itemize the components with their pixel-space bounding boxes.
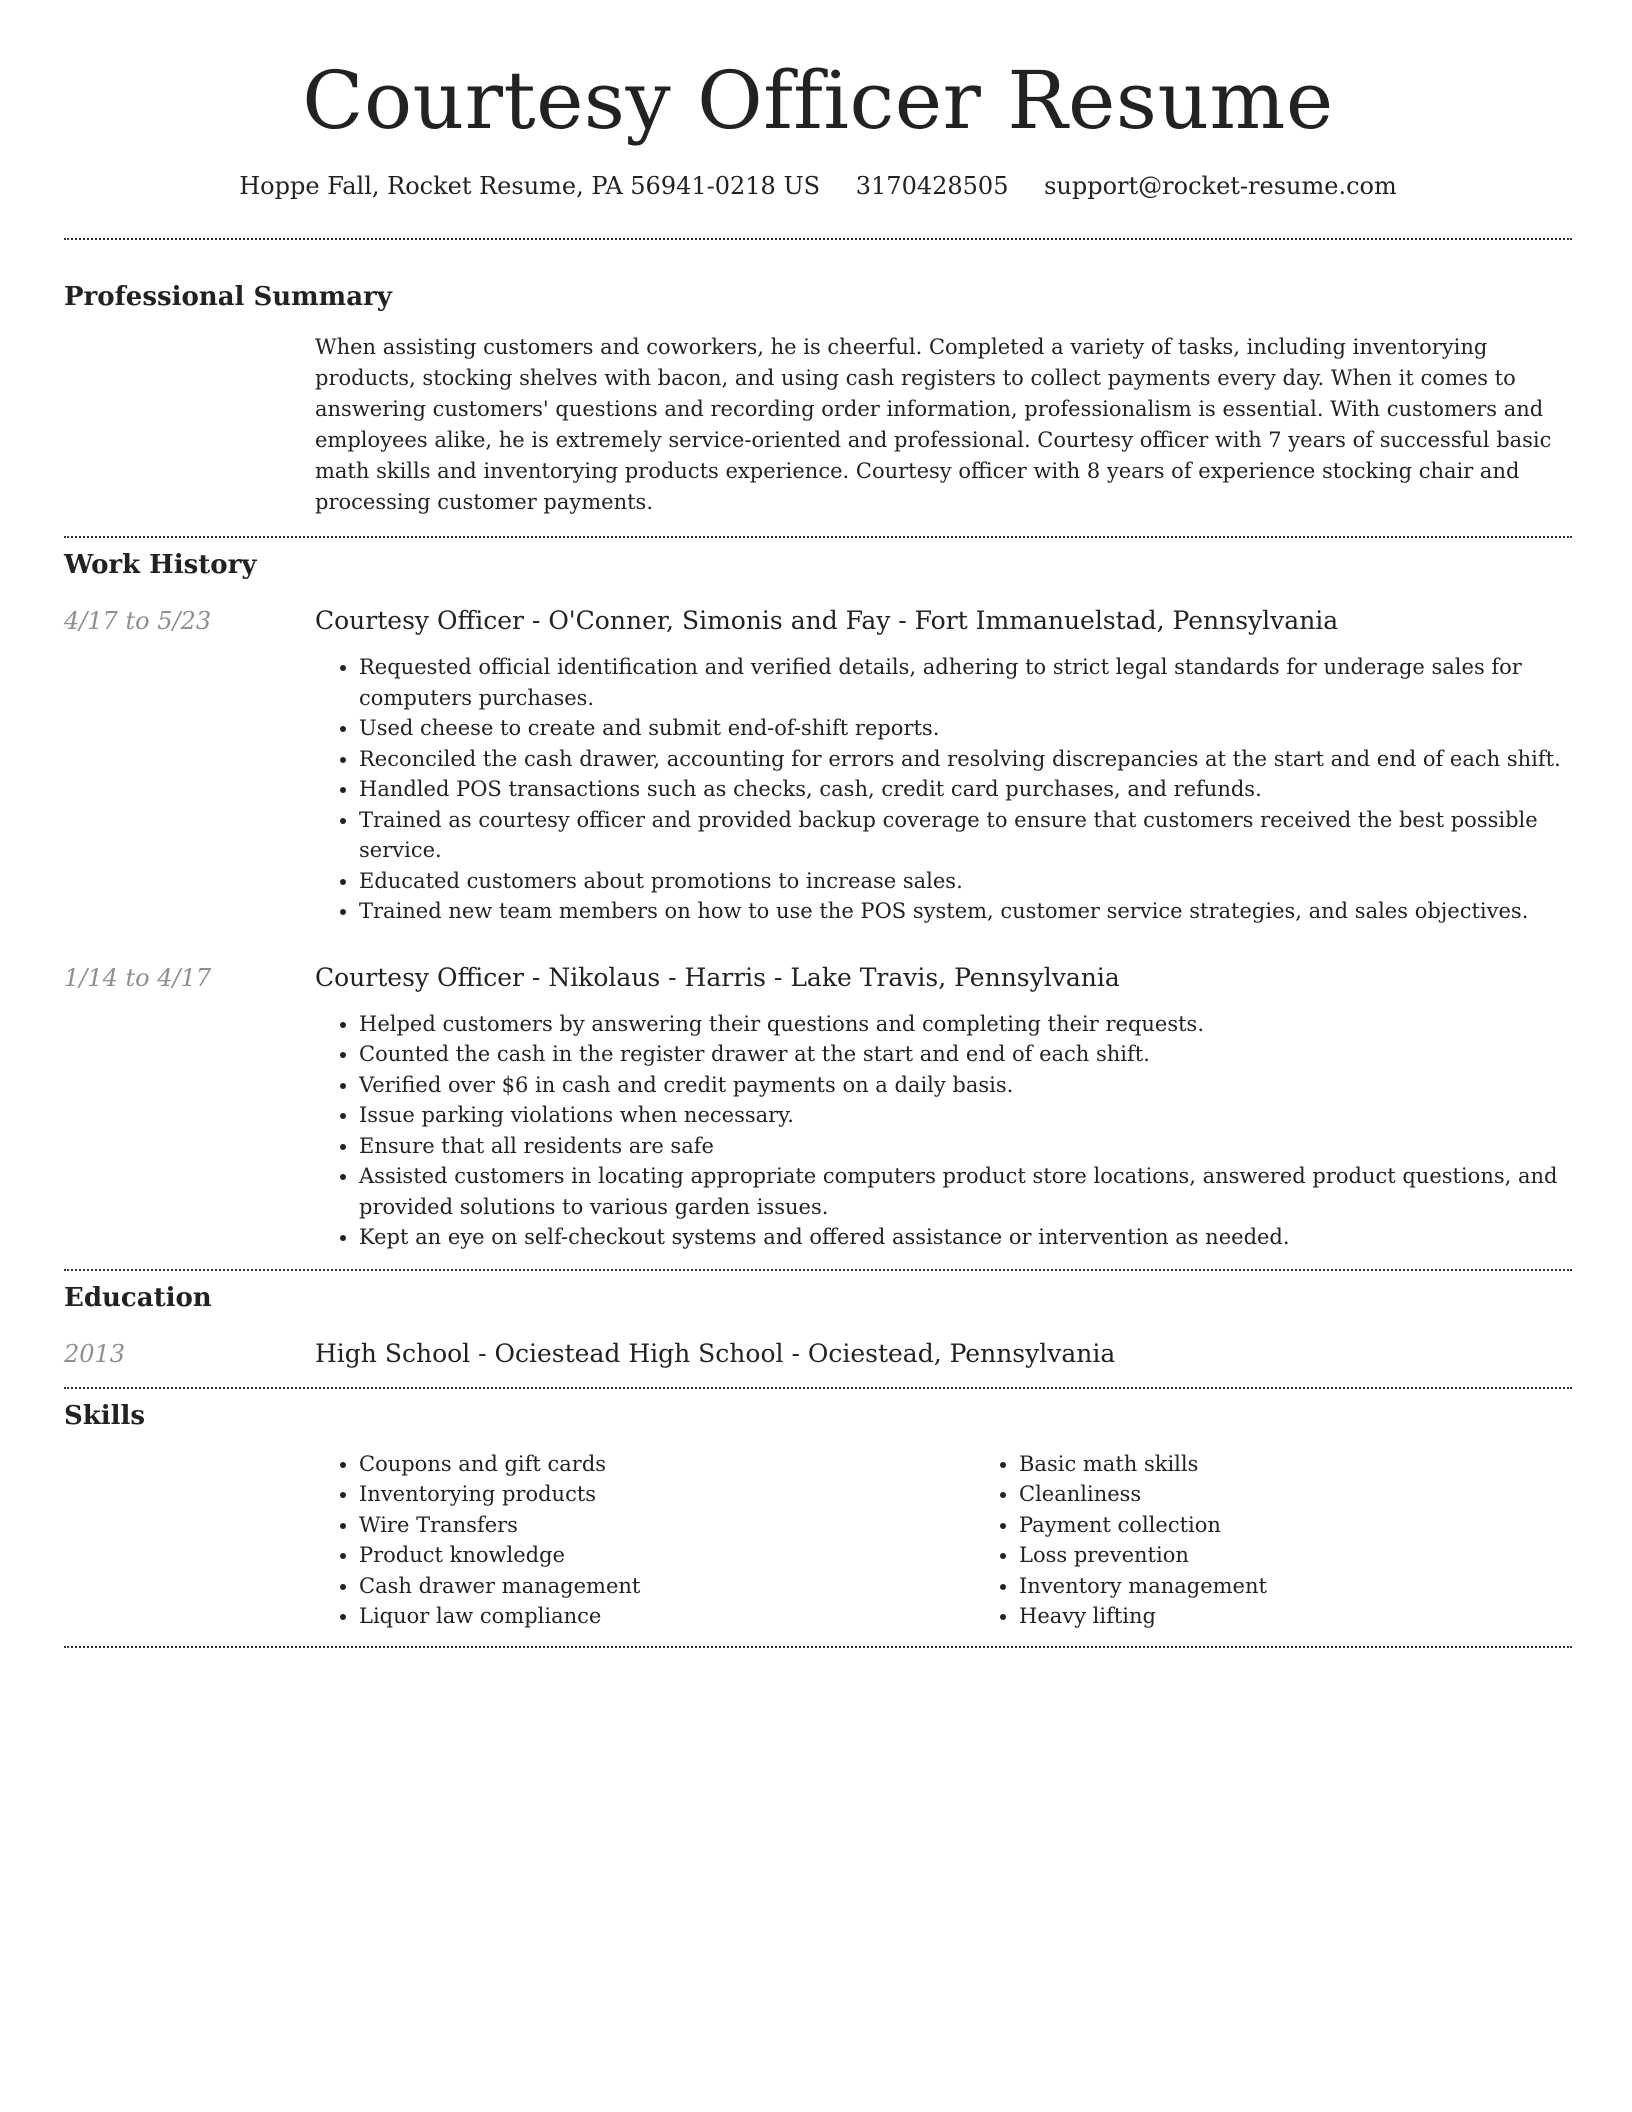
list-item: • Assisted customers in locating appropriate computers product store locations, answered product questions, and provided solutions to various garden issues. xyxy=(359,1161,1572,1222)
contact-line xyxy=(64,170,1572,202)
skills-list-right xyxy=(975,1449,1632,1632)
contact-phone: 3170428505 xyxy=(855,172,1009,200)
skill-item: • Payment collection xyxy=(1019,1510,1632,1541)
job-dates: 1/14 to 4/17 xyxy=(64,963,212,992)
skill-item: • Liquor law compliance xyxy=(359,1601,975,1632)
list-item: • Verified over $6 in cash and credit payments on a daily basis. xyxy=(359,1070,1572,1101)
list-item: • Counted the cash in the register drawer at the start and end of each shift. xyxy=(359,1039,1572,1070)
job-dates: 4/17 to 5/23 xyxy=(64,607,212,635)
education-entry xyxy=(64,1337,1572,1371)
job-bullets xyxy=(315,652,1572,927)
list-item: • Used cheese to create and submit end-of-shift reports. xyxy=(359,713,1572,744)
skill-item: • Coupons and gift cards xyxy=(359,1449,975,1480)
skill-item: • Basic math skills xyxy=(1019,1449,1632,1480)
section-heading-education: Education xyxy=(64,1282,212,1313)
job-entry xyxy=(64,604,1572,927)
list-item: • Kept an eye on self-checkout systems and offered assistance or intervention as needed. xyxy=(359,1222,1572,1253)
list-item: • Reconciled the cash drawer, accounting for errors and resolving discrepancies at the start and end of each shift. xyxy=(359,744,1572,775)
education-year: 2013 xyxy=(64,1339,126,1368)
education-title: High School - Ociestead High School - Ociestead, Pennsylvania xyxy=(315,1338,1116,1368)
section-heading-skills: Skills xyxy=(64,1400,146,1431)
section-heading-summary: Professional Summary xyxy=(64,282,392,312)
section-heading-work-history: Work History xyxy=(64,550,257,580)
skill-item: • Inventorying products xyxy=(359,1479,975,1510)
skills-list-left xyxy=(315,1449,975,1632)
list-item: • Trained as courtesy officer and provided backup coverage to ensure that customers received the best possible service. xyxy=(359,805,1572,866)
job-entry xyxy=(64,961,1572,1253)
job-title: Courtesy Officer - Nikolaus - Harris - Lake Travis, Pennsylvania xyxy=(315,962,1120,992)
list-item: • Educated customers about promotions to increase sales. xyxy=(359,866,1572,897)
list-item: • Requested official identification and verified details, adhering to strict legal standards for underage sales for computers purchases. xyxy=(359,652,1572,713)
summary-text: When assisting customers and coworkers, he is cheerful. Completed a variety of tasks, including inventorying products, stocking shelves with bacon, and using cash registers to collect payments every day. When it comes to answering customers' questions and recording order information, professionalism is essential. With customers and employees alike, he is extremely service-oriented and professional. Courtesy officer with 7 years of successful basic math skills and inventorying products experience. Courtesy officer with 8 years of experience stocking chair and processing customer payments. xyxy=(315,335,1552,514)
skill-item: • Cash drawer management xyxy=(359,1571,975,1602)
skill-item: • Product knowledge xyxy=(359,1540,975,1571)
resume-page xyxy=(64,0,1572,1648)
education-section xyxy=(64,1271,1572,1371)
summary-section xyxy=(64,240,1572,518)
work-history-section xyxy=(64,538,1572,1253)
job-title: Courtesy Officer - O'Conner, Simonis and Fay - Fort Immanuelstad, Pennsylvania xyxy=(315,606,1339,635)
list-item: • Helped customers by answering their questions and completing their requests. xyxy=(359,1009,1572,1040)
contact-email: support@rocket-resume.com xyxy=(1044,172,1397,200)
job-bullets xyxy=(315,1009,1572,1253)
skill-item: • Cleanliness xyxy=(1019,1479,1632,1510)
contact-address: Hoppe Fall, Rocket Resume, PA 56941-0218 US xyxy=(239,172,821,200)
list-item: • Ensure that all residents are safe xyxy=(359,1131,1572,1162)
skills-section xyxy=(64,1389,1572,1632)
page-title: Courtesy Officer Resume xyxy=(302,54,1334,147)
skill-item: • Loss prevention xyxy=(1019,1540,1632,1571)
skill-item: • Heavy lifting xyxy=(1019,1601,1632,1632)
list-item: • Handled POS transactions such as checks, cash, credit card purchases, and refunds. xyxy=(359,774,1572,805)
divider xyxy=(64,1646,1572,1648)
skill-item: • Wire Transfers xyxy=(359,1510,975,1541)
list-item: • Issue parking violations when necessary. xyxy=(359,1100,1572,1131)
skill-item: • Inventory management xyxy=(1019,1571,1632,1602)
list-item: • Trained new team members on how to use the POS system, customer service strategies, and sales objectives. xyxy=(359,896,1572,927)
